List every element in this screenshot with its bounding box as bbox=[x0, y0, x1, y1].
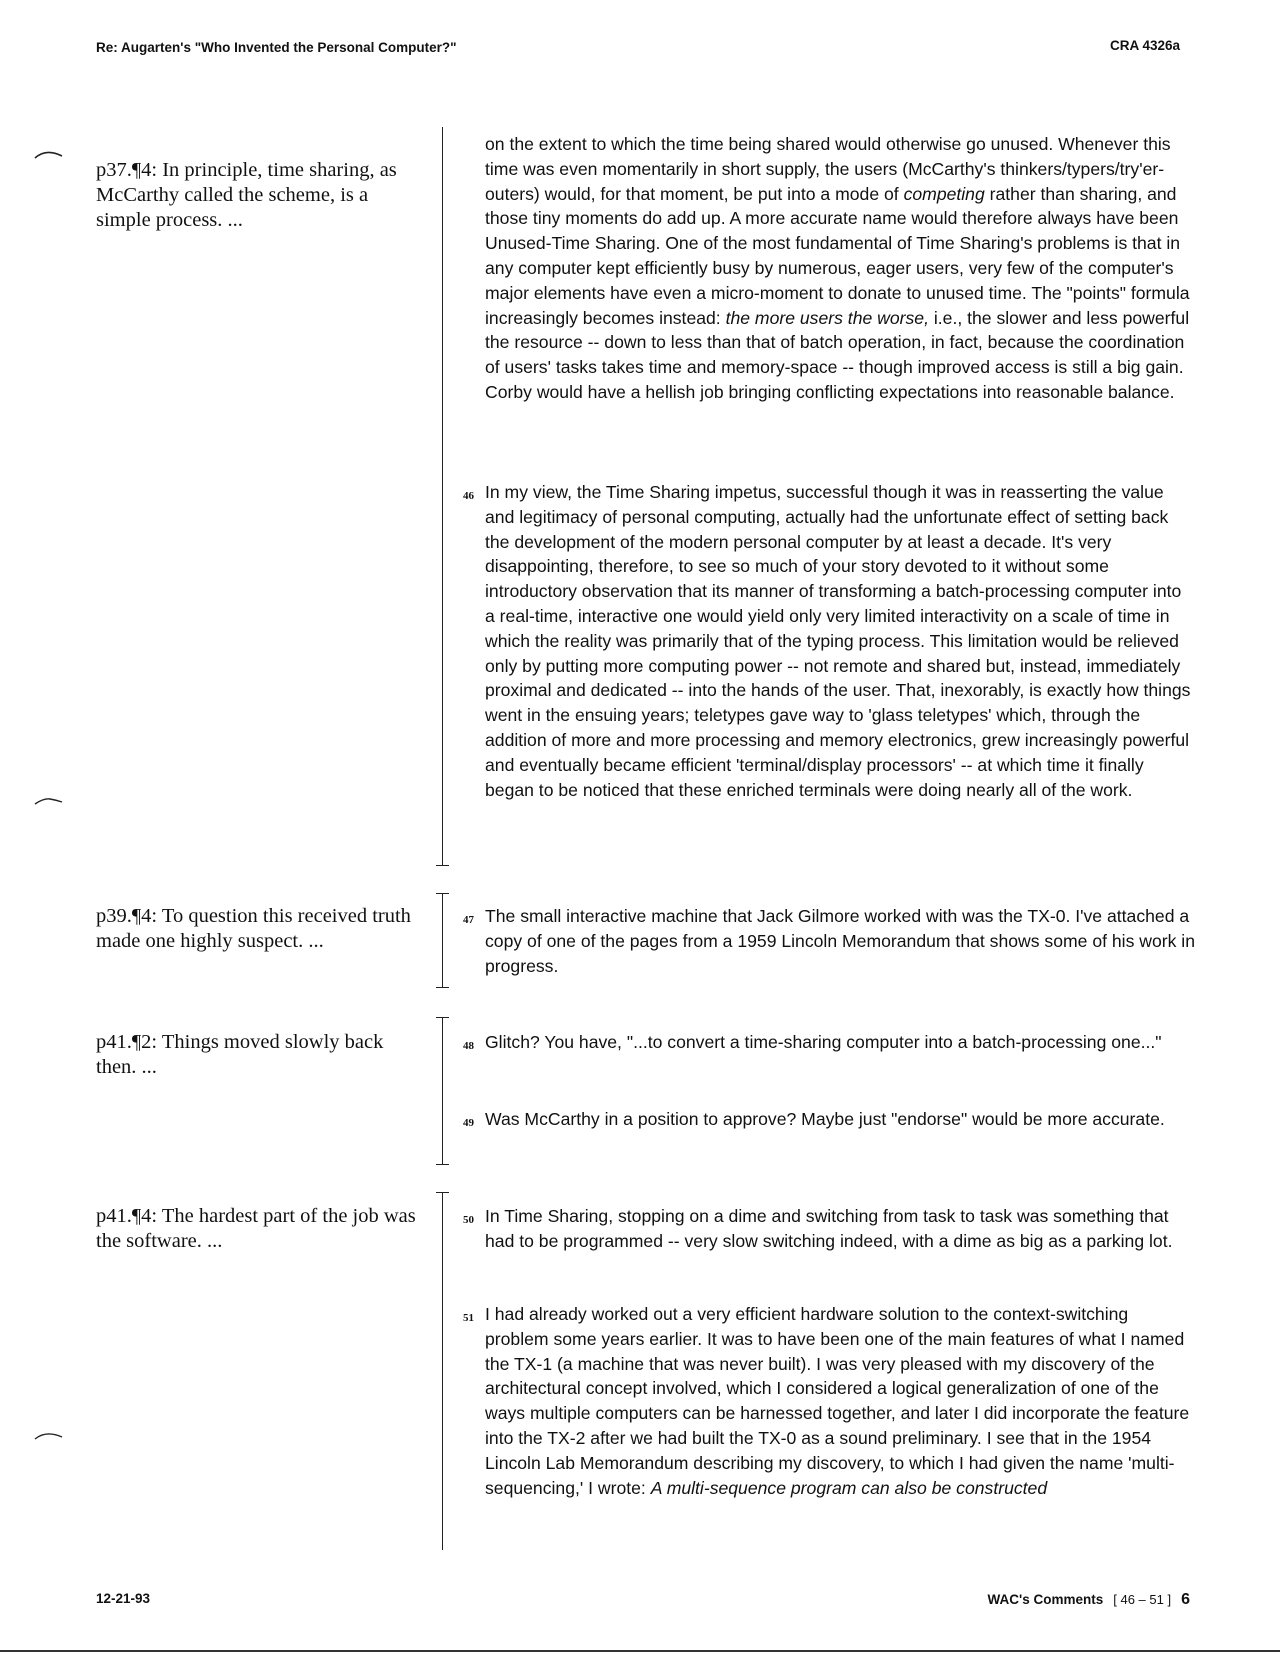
sidenote-p41-4: p41.¶4: The hardest part of the job was the software. ... bbox=[96, 1205, 416, 1252]
paragraph-number: 47 bbox=[463, 914, 474, 926]
sidenote-p37: p37.¶4: In principle, time sharing, as McCarthy called the scheme, is a simple process. ... bbox=[96, 159, 397, 231]
footer-range: [ 46 – 51 ] bbox=[1113, 1592, 1172, 1607]
paragraph-number: 46 bbox=[463, 490, 474, 502]
footer-label: WAC's Comments bbox=[987, 1592, 1104, 1607]
document-date: 12-21-93 bbox=[96, 1591, 151, 1606]
sidenote-p41-2: p41.¶2: Things moved slowly back then. ... bbox=[96, 1031, 384, 1078]
document-code: CRA 4326a bbox=[1109, 38, 1180, 53]
paragraph-number: 49 bbox=[463, 1117, 474, 1129]
paragraph-number: 48 bbox=[463, 1040, 474, 1052]
paragraph-48: Glitch? You have, "...to convert a time-sharing computer into a batch-processing one..." bbox=[485, 1032, 1162, 1052]
bottom-rule bbox=[0, 1650, 1280, 1652]
paragraph-bracket bbox=[436, 893, 452, 988]
page-number: 6 bbox=[1181, 1591, 1190, 1608]
footer-right bbox=[988, 1591, 1190, 1609]
paragraph-continued: on the extent to which the time being shared would otherwise go unused. Whenever this time was even momentarily in short supply, the users (McCarthy's thinkers/typers/try'er-outers) would, for that moment, be put into a mode of competing rather than sharing, and those tiny moments do add up. A more accurate name would therefore always have been Unused-Time Sharing. One of the most fundamental of Time Sharing's problems is that in any computer kept efficiently busy by numerous, eager users, very few of the computer's major elements have even a micro-moment to donate to unused time. The "points" formula increasingly becomes instead: the more users the worse, i.e., the slower and less powerful the resource -- down to less than that of batch operation, in fact, because the coordination of users' tasks takes time and memory-space -- though improved access is still a big gain. Corby would have a hellish job bringing conflicting expectations into reasonable balance. bbox=[485, 134, 1190, 402]
paragraph-50: In Time Sharing, stopping on a dime and switching from task to task was something that had to be programmed -- very slow switching indeed, with a dime as big as a parking lot. bbox=[485, 1206, 1173, 1251]
paragraph-bracket bbox=[436, 1192, 452, 1550]
document-title: Re: Augarten's "Who Invented the Personal Computer?" bbox=[96, 40, 457, 55]
paragraph-47: The small interactive machine that Jack Gilmore worked with was the TX-0. I've attached a copy of one of the pages from a 1959 Lincoln Memorandum that shows some of his work in progress. bbox=[485, 906, 1195, 976]
paragraph-46: In my view, the Time Sharing impetus, successful though it was in reasserting the value and legitimacy of personal computing, actually had the unfortunate effect of setting back the development of the modern personal computer by at least a decade. It's very disappointing, therefore, to see so much of your story devoted to it without some introductory observation that its manner of transforming a batch-processing computer into a real-time, interactive one would yield only very limited interactivity on a scale of time in which the reality was primarily that of the typing process. This limitation would be relieved only by putting more computing power -- not remote and shared but, instead, immediately proximal and dedicated -- into the hands of the user. That, inexorably, is exactly how things went in the ensuing years; teletypes gave way to 'glass teletypes' which, through the addition of more and more processing and memory electronics, grew increasingly powerful and eventually became efficient 'terminal/display processors' -- at which time it finally began to be noticed that these enriched terminals were doing nearly all of the work. bbox=[485, 482, 1191, 800]
sidenote-p39: p39.¶4: To question this received truth made one highly suspect. ... bbox=[96, 905, 411, 952]
paragraph-bracket bbox=[436, 1017, 452, 1165]
margin-mark bbox=[34, 1431, 64, 1441]
paragraph-51: I had already worked out a very efficient hardware solution to the context-switching problem some years earlier. It was to have been one of the main features of what I named the TX-1 (a machine that was never built). I was very pleased with my discovery of the architectural concept involved, which I considered a logical generalization of one of the ways multiple computers can be harnessed together, and later I did incorporate the feature into the TX-2 after we had built the TX-0 as a sound preliminary. I see that in the 1954 Lincoln Lab Memorandum describing my discovery, to which I had given the name 'multi-sequencing,' I wrote: A multi-sequence program can also be constructed bbox=[485, 1304, 1190, 1498]
margin-mark bbox=[34, 150, 64, 160]
paragraph-number: 50 bbox=[463, 1214, 474, 1226]
paragraph-49: Was McCarthy in a position to approve? Maybe just "endorse" would be more accurate. bbox=[485, 1109, 1165, 1129]
paragraph-bracket bbox=[436, 127, 452, 866]
paragraph-number: 51 bbox=[463, 1312, 474, 1324]
margin-mark bbox=[34, 796, 64, 806]
